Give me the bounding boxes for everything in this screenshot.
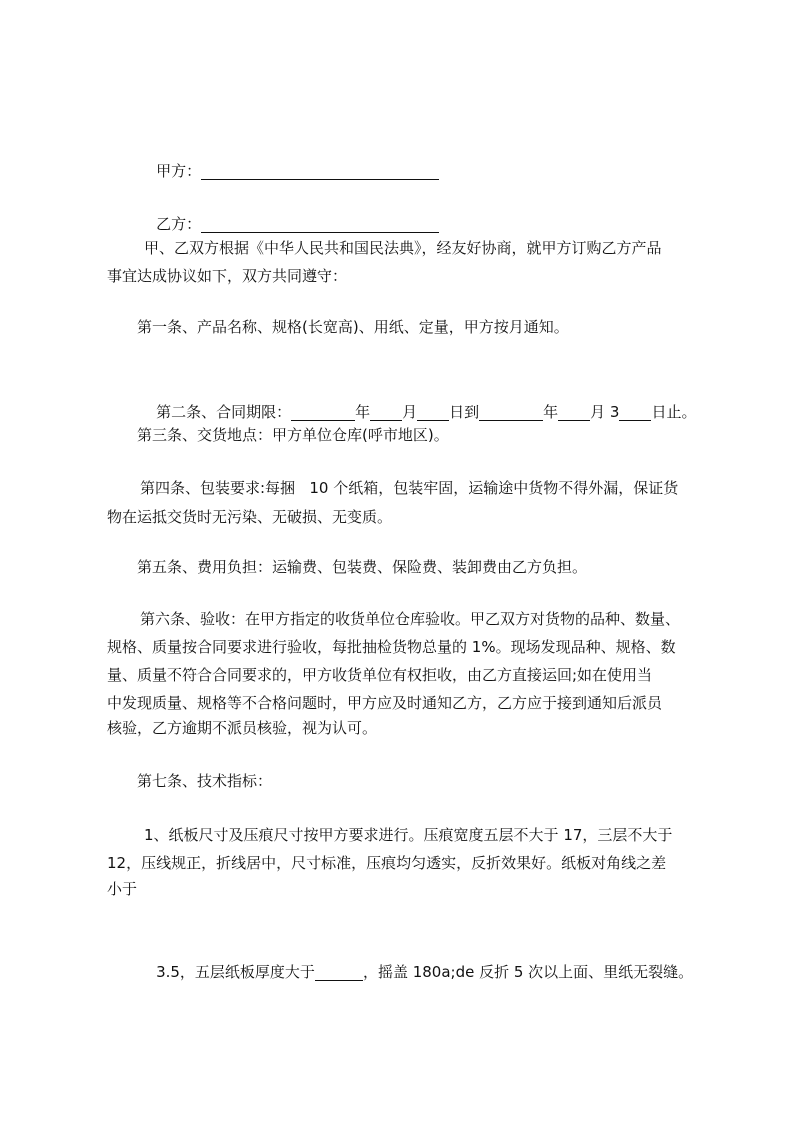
start-day-blank[interactable] (417, 402, 449, 421)
article-7-item-1-line-3: 小于 (107, 880, 138, 898)
end-year-blank[interactable] (479, 402, 543, 421)
article-6-line-2: 规格、质量按合同要求进行验收，每批抽检货物总量的 1%。现场发现品种、规格、数 (107, 638, 676, 656)
article-1: 第一条、产品名称、规格(长宽高)、用纸、定量，甲方按月通知。 (137, 318, 569, 336)
article-4-line-1: 第四条、包装要求:每捆 10 个纸箱，包装牢固，运输途中货物不得外漏，保证货 (140, 479, 679, 497)
article-6-line-4: 中发现质量、规格等不合格问题时，甲方应及时通知乙方，乙方应于接到通知后派员 (107, 694, 663, 712)
article-5: 第五条、费用负担：运输费、包装费、保险费、装卸费由乙方负担。 (137, 558, 588, 576)
article-4-line-2: 物在运抵交货时无污染、无破损、无变质。 (107, 508, 393, 526)
article-7-item-1-line-1: 1、纸板尺寸及压痕尺寸按甲方要求进行。压痕宽度五层不大于 17，三层不大于 (144, 826, 673, 844)
article-2-prefix: 第二条、合同期限： (156, 403, 292, 421)
party-a-blank[interactable] (201, 161, 439, 180)
end-month-blank[interactable] (558, 402, 590, 421)
article-6-line-1: 第六条、验收：在甲方指定的收货单位仓库验收。甲乙双方对货物的品种、数量、 (140, 610, 681, 628)
thickness-blank[interactable] (315, 962, 363, 981)
article-2-end: 日止。 (651, 403, 697, 421)
start-month-blank[interactable] (370, 402, 402, 421)
article-3: 第三条、交货地点：甲方单位仓库(呼市地区)。 (137, 426, 449, 444)
start-year-blank[interactable] (291, 402, 355, 421)
article-2-year-2: 年 (543, 403, 559, 421)
article-2-month-2: 月 3 (590, 403, 620, 421)
article-2-month-1: 月 (402, 403, 418, 421)
article-7-title: 第七条、技术指标： (137, 772, 273, 790)
party-b-label: 乙方： (156, 215, 202, 233)
article-7-item-1-line-2: 12，压线规正，折线居中，尺寸标准，压痕均匀透实，反折效果好。纸板对角线之差 (107, 854, 667, 872)
article-7-item-2-suffix: ，摇盖 180a;de 反折 5 次以上面、里纸无裂缝。 (362, 963, 694, 981)
party-a-label: 甲方： (156, 162, 202, 180)
preamble-line-2: 事宜达成协议如下，双方共同遵守： (107, 267, 348, 285)
article-2-day-to: 日到 (449, 403, 480, 421)
article-7-item-2 (137, 927, 737, 1017)
article-7-item-2-prefix: 3.5，五层纸板厚度大于 (156, 963, 315, 981)
article-2-year-1: 年 (355, 403, 371, 421)
article-6-line-3: 量、质量不符合合同要求的，甲方收货单位有权拒收，由乙方直接运回;如在使用当 (107, 666, 653, 684)
article-6-line-5: 核验，乙方逾期不派员核验，视为认可。 (107, 719, 378, 737)
end-day-blank[interactable] (619, 402, 651, 421)
party-b-blank[interactable] (201, 214, 439, 233)
preamble-line-1: 甲、乙双方根据《中华人民共和国民法典》，经友好协商，就甲方订购乙方产品 (144, 239, 662, 257)
